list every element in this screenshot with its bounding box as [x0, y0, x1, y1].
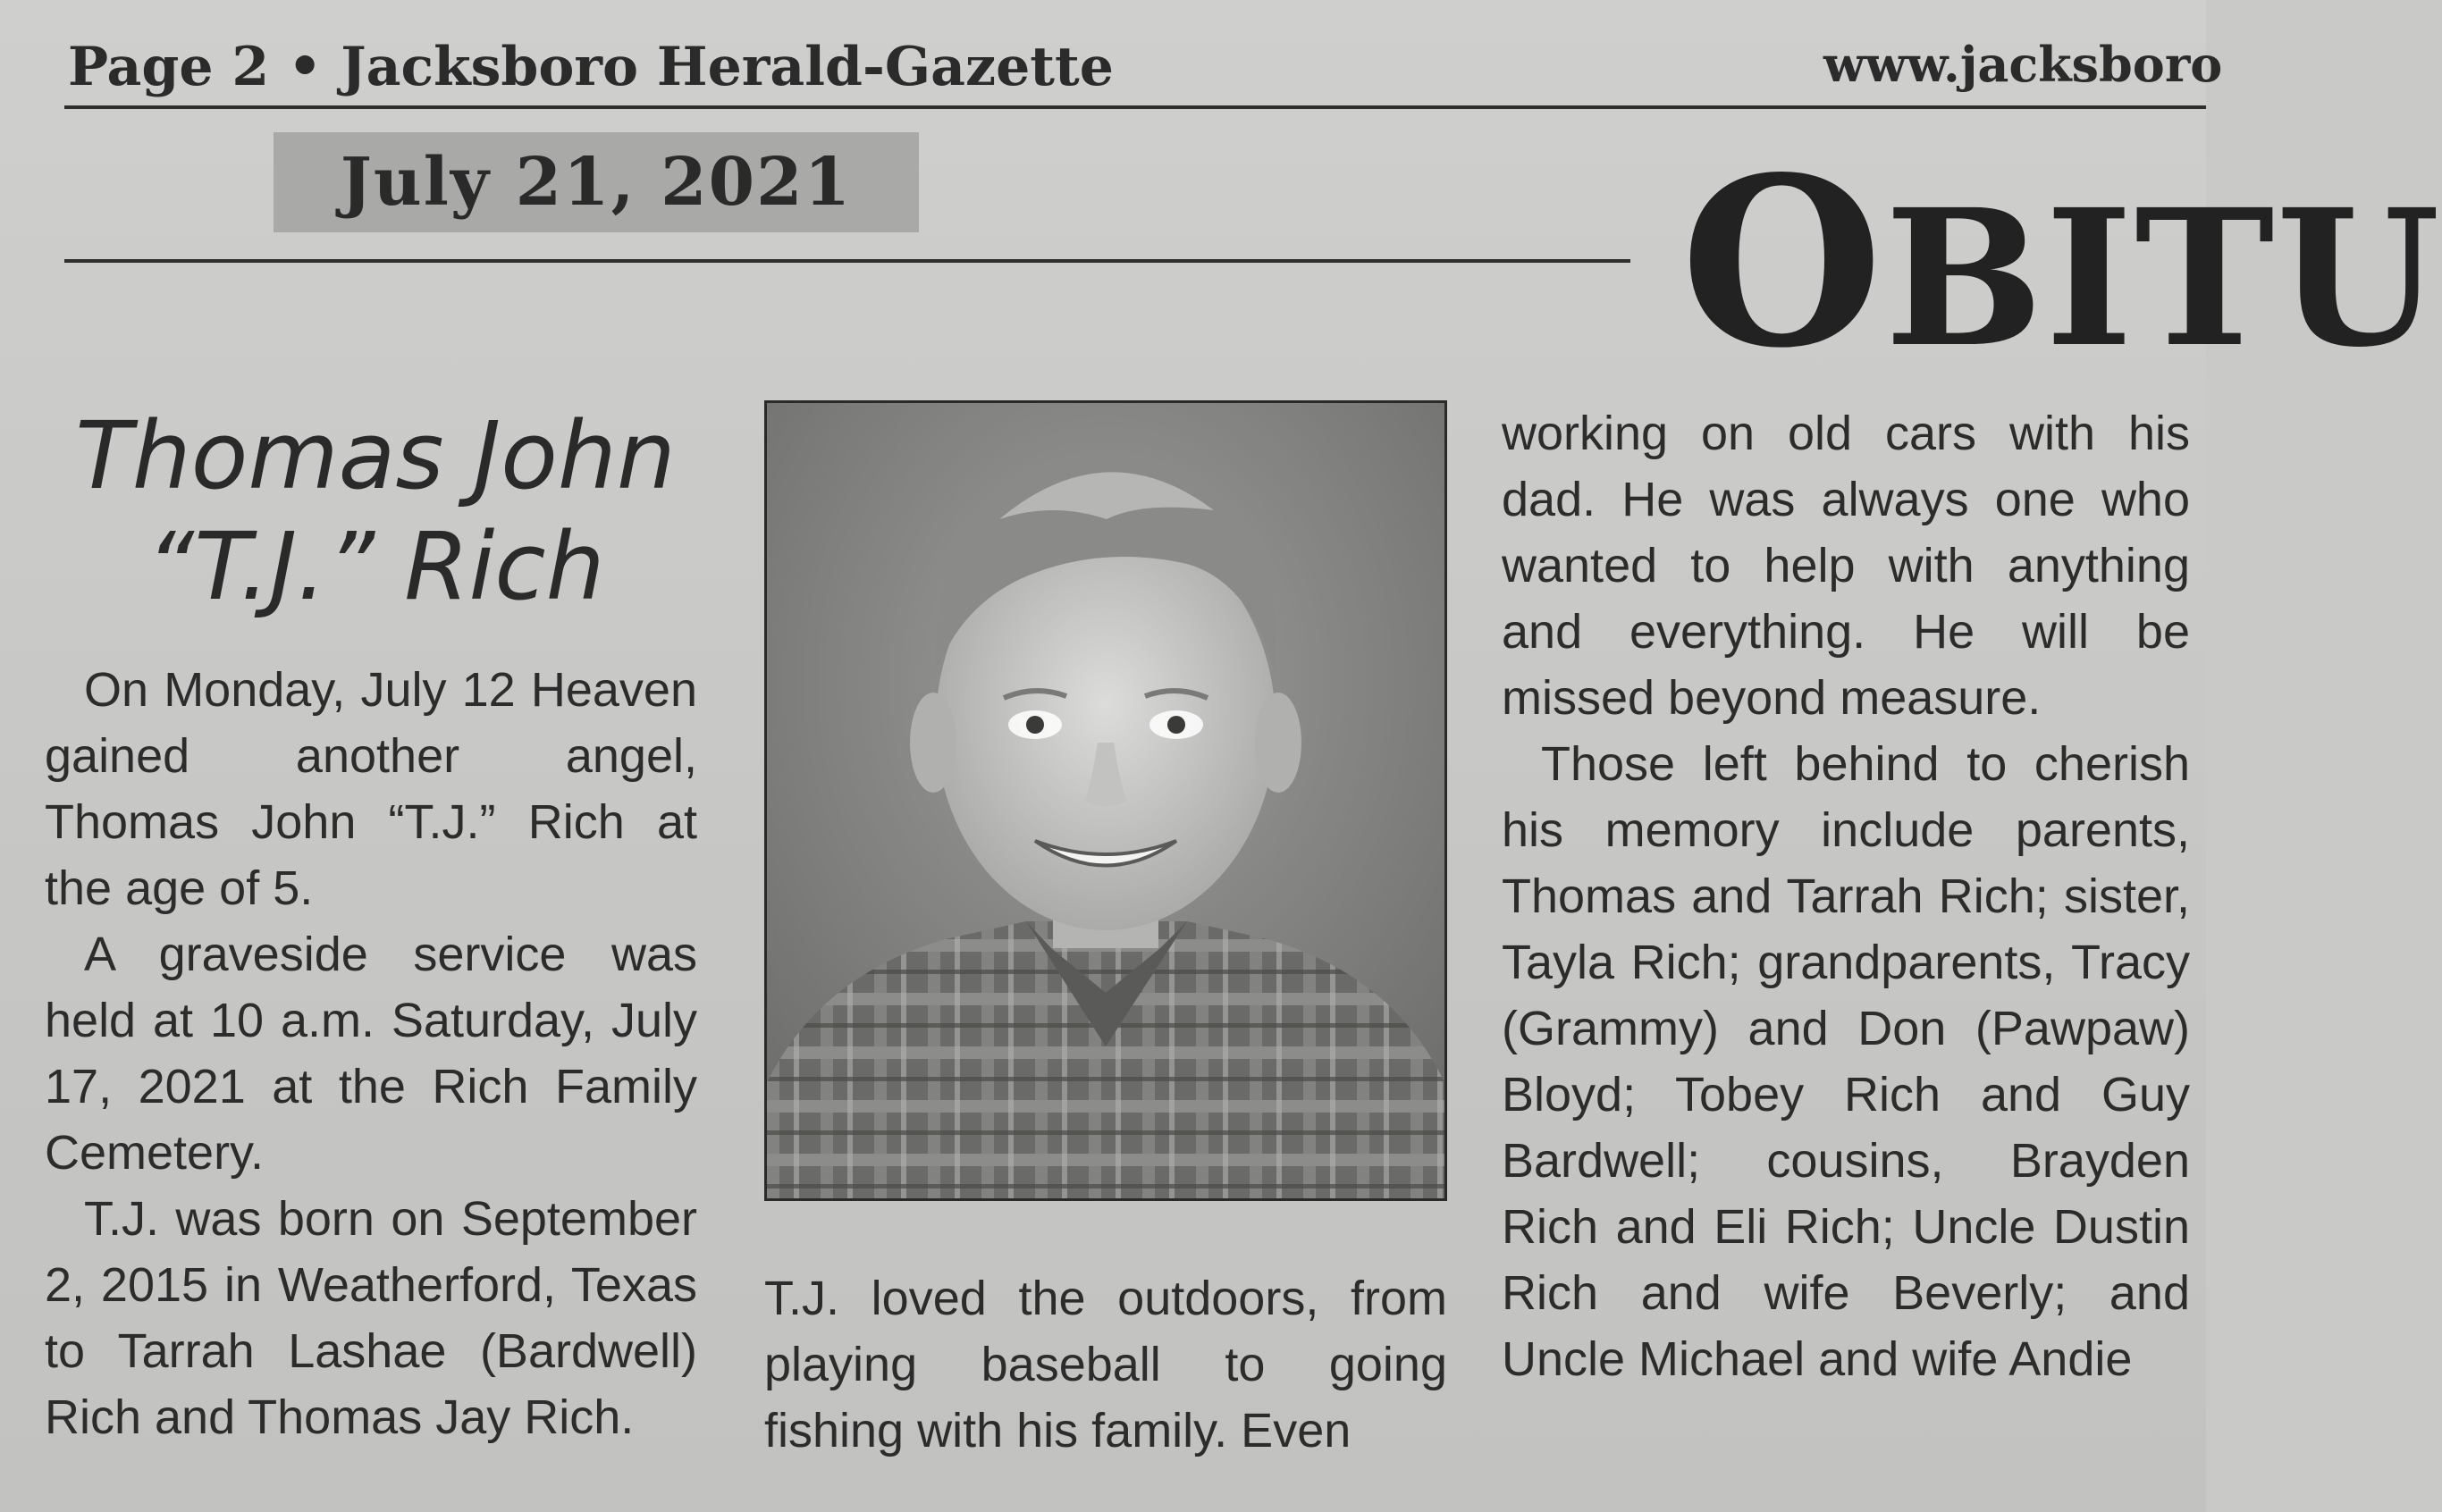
paragraph-survivors: Those left behind to cherish his memory include parents, Thomas and Tarrah Rich; sister, Tayla Rich; grandparents, Tracy (Grammy) and Don (Pawpaw) Bloyd; Tobey Rich and Guy Bardwell; cousins, Brayden Rich and Eli Rich; Uncle Dustin Rich and wife Beverly; and Uncle Michael and wife Andie	[1502, 737, 2190, 1386]
section-title	[1680, 127, 2442, 399]
issue-date: July 21, 2021	[274, 132, 919, 232]
header-rule	[64, 105, 2206, 109]
name-line-2: “T.J.” Rich	[146, 512, 605, 621]
section-title-first-letter: O	[1680, 127, 1885, 399]
date-rule	[64, 259, 1630, 263]
right-ear	[1255, 693, 1301, 793]
website-url: www.jacksboro	[1823, 36, 2223, 93]
caption-text: T.J. loved the outdoors, from playing baseball to going fishing with his family. Even	[764, 1272, 1447, 1457]
paragraph-service: A graveside service was held at 10 a.m. Saturday, July 17, 2021 at the Rich Family Cemetery.	[45, 928, 697, 1180]
portrait-photo	[764, 400, 1447, 1201]
right-pupil	[1167, 716, 1185, 734]
obituary-name	[63, 400, 688, 622]
paragraph-continued: working on old cars with his dad. He was always one who wanted to help with anything and everything. He will be missed beyond measure.	[1502, 407, 2190, 725]
section-title-rest: BITU	[1884, 168, 2442, 389]
obituary-column-1	[45, 657, 697, 1450]
left-pupil	[1026, 716, 1044, 734]
paragraph-death: On Monday, July 12 Heaven gained another angel, Thomas John “T.J.” Rich at the age of 5.	[45, 663, 697, 915]
obituary-column-3	[1502, 400, 2190, 1392]
name-line-1: Thomas John	[75, 401, 676, 510]
paragraph-birth: T.J. was born on September 2, 2015 in Weatherford, Texas to Tarrah Lashae (Bardwell) Rich and Thomas Jay Rich.	[45, 1192, 697, 1444]
portrait-photo-image	[767, 403, 1444, 1198]
left-ear	[910, 693, 956, 793]
photo-caption	[764, 1265, 1447, 1464]
page-header: Page 2 • Jacksboro Herald-Gazette	[68, 36, 1114, 98]
